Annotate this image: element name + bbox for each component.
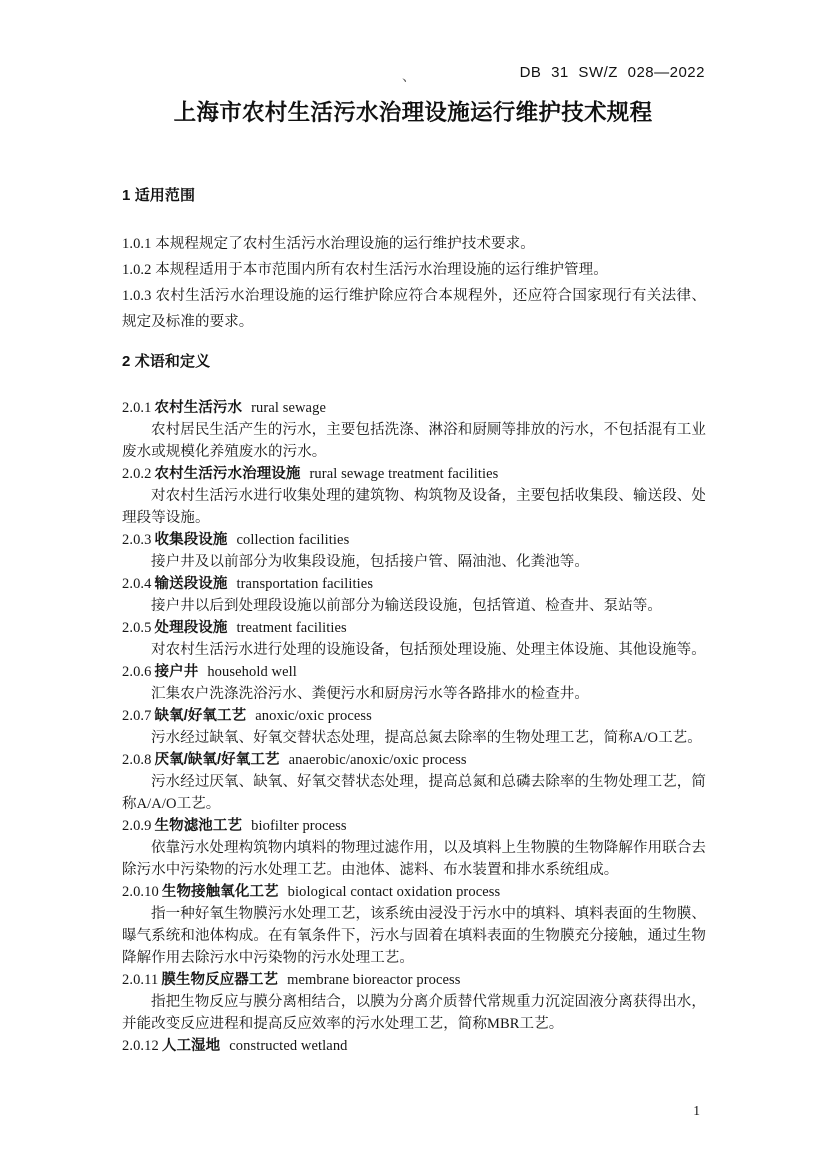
term-heading [122,881,706,903]
term-number: 2.0.9 [122,818,152,834]
term-heading [122,529,706,551]
term-name-zh: 生物滤池工艺 [154,818,243,834]
term-definition: 汇集农户洗涤洗浴污水、粪便污水和厨房污水等各路排水的检查井。 [151,686,589,702]
term-heading [122,1035,706,1057]
term-definition: 污水经过厌氧、缺氧、好氧交替状态处理，提高总氮和总磷去除率的生物处理工艺，简称A/A/O工艺。 [122,774,706,812]
term-name-en: household well [207,664,297,680]
term-number: 2.0.2 [122,466,152,482]
term-definition: 依靠污水处理构筑物内填料的物理过滤作用，以及填料上生物膜的生物降解作用联合去除污水中污染物的污水处理工艺。由池体、滤料、布水装置和排水系统组成。 [122,840,706,878]
term-heading [122,969,706,991]
clause-paragraph: 1.0.2 本规程适用于本市范围内所有农村生活污水治理设施的运行维护管理。 [122,262,608,278]
term-definition: 接户井及以前部分为收集段设施，包括接户管、隔油池、化粪池等。 [151,554,589,570]
term-name-en: collection facilities [236,532,350,548]
term-number: 2.0.6 [122,664,152,680]
document-title: 上海市农村生活污水治理设施运行维护技术规程 [173,100,653,125]
clause-number: 1.0.1 [122,236,152,252]
term-name-en: biofilter process [251,818,347,834]
stray-pen-mark: 、 [402,70,416,85]
term-definition: 农村居民生活产生的污水，主要包括洗涤、淋浴和厨厕等排放的污水，不包括混有工业废水或规模化养殖废水的污水。 [122,422,706,460]
page-number: 1 [693,1103,700,1118]
section-heading: 1 适用范围 [122,187,196,204]
term-number: 2.0.11 [122,972,159,988]
term-heading [122,815,706,837]
term-definition: 对农村生活污水进行处理的设施设备，包括预处理设施、处理主体设施、其他设施等。 [151,642,706,658]
term-heading [122,617,706,639]
term-number: 2.0.8 [122,752,152,768]
term-name-en: biological contact oxidation process [287,884,501,900]
term-name-zh: 处理段设施 [154,620,228,636]
term-name-zh: 农村生活污水治理设施 [154,466,301,482]
section-body [122,231,706,335]
term-name-zh: 缺氧/好氧工艺 [154,708,247,724]
standard-code: DB 31 SW/Z 028—2022 [519,64,705,81]
term-name-en: membrane bioreactor process [287,972,461,988]
term-name-en: constructed wetland [229,1038,348,1054]
term-heading [122,705,706,727]
term-name-zh: 输送段设施 [154,576,228,592]
term-heading [122,397,706,419]
term-name-en: transportation facilities [236,576,374,592]
term-heading [122,463,706,485]
term-name-zh: 厌氧/缺氧/好氧工艺 [154,752,280,768]
section-body [122,397,706,1057]
term-definition: 指一种好氧生物膜污水处理工艺，该系统由浸没于污水中的填料、填料表面的生物膜、曝气系统和池体构成。在有氧条件下，污水与固着在填料表面的生物膜充分接触，通过生物降解作用去除污水中污染物的污水处理工艺。 [122,906,706,966]
term-name-zh: 接户井 [154,664,199,680]
term-name-en: treatment facilities [236,620,347,636]
term-name-zh: 收集段设施 [154,532,228,548]
clause-number: 1.0.3 [122,288,152,304]
term-number: 2.0.3 [122,532,152,548]
term-number: 2.0.4 [122,576,152,592]
clause-paragraph: 1.0.1 本规程规定了农村生活污水治理设施的运行维护技术要求。 [122,236,535,252]
term-number: 2.0.5 [122,620,152,636]
term-number: 2.0.12 [122,1038,159,1054]
term-name-en: rural sewage [251,400,326,416]
term-name-en: anaerobic/anoxic/oxic process [288,752,467,768]
term-number: 2.0.7 [122,708,152,724]
term-name-zh: 人工湿地 [161,1038,221,1054]
clause-number: 1.0.2 [122,262,152,278]
term-definition: 污水经过缺氧、好氧交替状态处理，提高总氮去除率的生物处理工艺，简称A/O工艺。 [151,730,702,746]
term-heading [122,661,706,683]
section-heading: 2 术语和定义 [122,353,211,370]
term-heading [122,749,706,771]
term-name-en: rural sewage treatment facilities [309,466,499,482]
term-definition: 对农村生活污水进行收集处理的建筑物、构筑物及设备，主要包括收集段、输送段、处理段等设施。 [122,488,706,526]
term-name-zh: 膜生物反应器工艺 [161,972,279,988]
term-heading [122,573,706,595]
term-name-en: anoxic/oxic process [255,708,372,724]
term-number: 2.0.10 [122,884,159,900]
term-name-zh: 农村生活污水 [154,400,243,416]
term-definition: 指把生物反应与膜分离相结合，以膜为分离介质替代常规重力沉淀固液分离获得出水，并能改变反应进程和提高反应效率的污水处理工艺，简称MBR工艺。 [122,994,706,1032]
term-name-zh: 生物接触氧化工艺 [161,884,279,900]
document-body [122,183,706,1057]
term-number: 2.0.1 [122,400,152,416]
clause-paragraph: 1.0.3 农村生活污水治理设施的运行维护除应符合本规程外，还应符合国家现行有关法律、规定及标准的要求。 [122,288,706,330]
term-definition: 接户井以后到处理段设施以前部分为输送段设施，包括管道、检查井、泵站等。 [151,598,662,614]
